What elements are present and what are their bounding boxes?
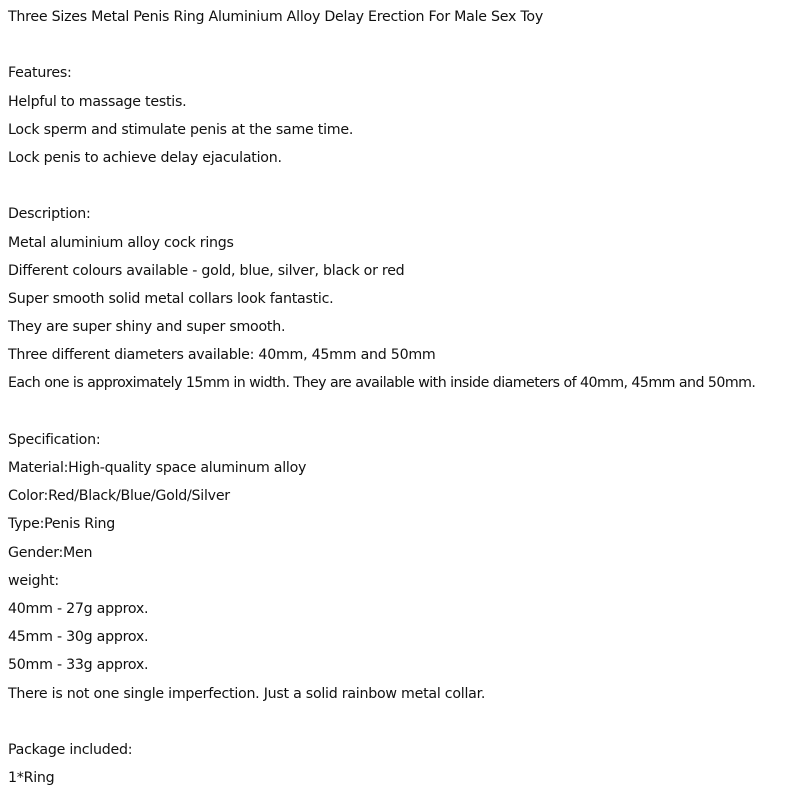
specification-heading: Specification:	[8, 431, 101, 448]
specification-item: There is not one single imperfection. Just a solid rainbow metal collar.	[8, 685, 486, 702]
feature-item: Helpful to massage testis.	[8, 93, 187, 110]
product-title: Three Sizes Metal Penis Ring Aluminium Alloy Delay Erection For Male Sex Toy	[8, 9, 544, 25]
feature-item: Lock penis to achieve delay ejaculation.	[8, 149, 282, 166]
package-heading: Package included:	[8, 741, 133, 758]
product-description-document	[8, 3, 798, 792]
specification-item: 50mm - 33g approx.	[8, 657, 149, 674]
description-heading: Description:	[8, 206, 91, 223]
package-item: 1*Ring	[8, 770, 55, 787]
description-item: Each one is approximately 15mm in width. They are available with inside diameters of 40mm, 45mm and 50mm.	[8, 375, 756, 392]
description-item: Three different diameters available: 40mm, 45mm and 50mm	[8, 347, 436, 364]
spacer	[8, 172, 798, 200]
features-heading: Features:	[8, 65, 72, 82]
description-item: Metal aluminium alloy cock rings	[8, 234, 234, 251]
spacer	[8, 31, 798, 59]
specification-item: Color:Red/Black/Blue/Gold/Silver	[8, 488, 230, 505]
specification-item: Gender:Men	[8, 544, 93, 561]
feature-item: Lock sperm and stimulate penis at the same time.	[8, 121, 354, 138]
specification-item: 45mm - 30g approx.	[8, 629, 149, 646]
specification-item: Type:Penis Ring	[8, 516, 116, 533]
specification-item: weight:	[8, 572, 59, 589]
specification-item: 40mm - 27g approx.	[8, 600, 149, 617]
description-item: Super smooth solid metal collars look fantastic.	[8, 290, 334, 307]
description-item: They are super shiny and super smooth.	[8, 319, 286, 336]
spacer	[8, 708, 798, 736]
spacer	[8, 398, 798, 426]
description-item: Different colours available - gold, blue, silver, black or red	[8, 262, 405, 279]
specification-item: Material:High-quality space aluminum alloy	[8, 460, 307, 476]
